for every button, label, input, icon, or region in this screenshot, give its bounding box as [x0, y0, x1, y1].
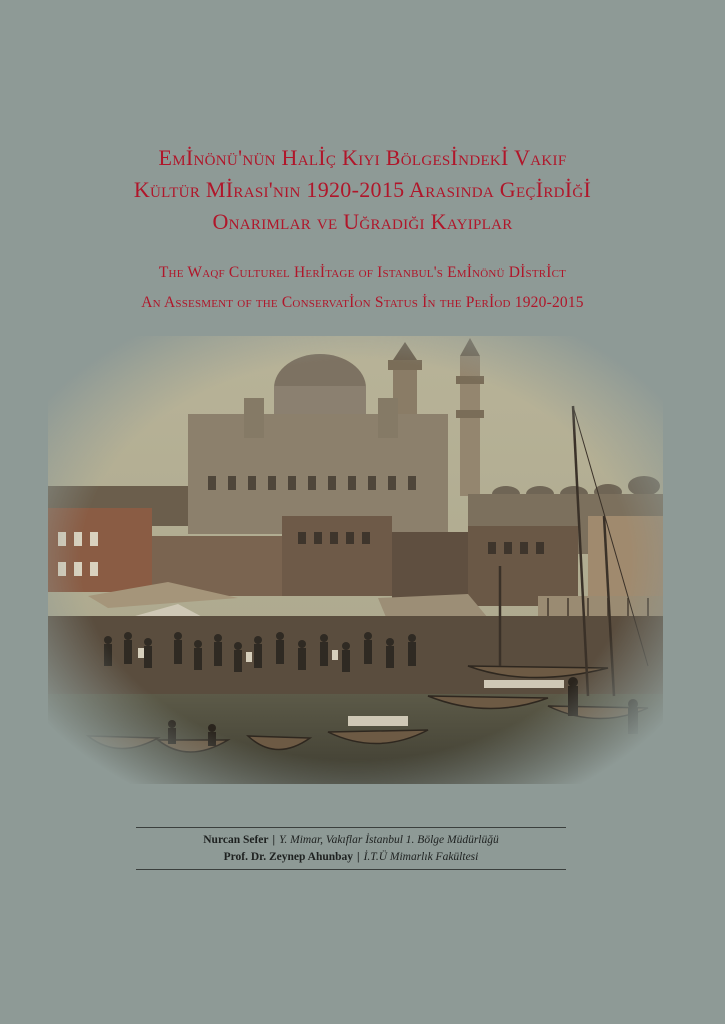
author-affiliation: İ.T.Ü Mimarlık Fakültesi	[363, 851, 479, 863]
mosque-harbor-illustration	[48, 336, 663, 784]
turkish-title-line-1: Emİnönü'nün Halİç Kıyı Bölgesİndekİ Vakıf	[158, 145, 567, 170]
author-separator: |	[272, 834, 276, 846]
author-row-1	[136, 832, 566, 849]
turkish-title-line-2: Kültür Mİrası'nın 1920-2015 Arasında Geçİrdİğİ	[133, 177, 592, 202]
author-separator: |	[357, 851, 360, 863]
author-name: Nurcan Sefer	[203, 834, 269, 846]
historic-mosque-photo	[48, 336, 663, 784]
turkish-title-line-3: Onarımlar ve Uğradığı Kayıplar	[212, 209, 513, 234]
turkish-title	[20, 142, 705, 238]
english-title	[20, 258, 705, 318]
author-credits	[136, 827, 566, 870]
author-row-2	[136, 849, 566, 866]
english-title-line-2: An Assesment of the Conservatİon Status İn the Perİod 1920-2015	[141, 294, 584, 311]
author-affiliation: Y. Mimar, Vakıflar İstanbul 1. Bölge Müdürlüğü	[279, 834, 499, 846]
author-name: Prof. Dr. Zeynep Ahunbay	[223, 851, 354, 863]
english-title-line-1: The Waqf Culturel Herİtage of Istanbul's Emİnönü Dİstrİct	[158, 264, 567, 281]
